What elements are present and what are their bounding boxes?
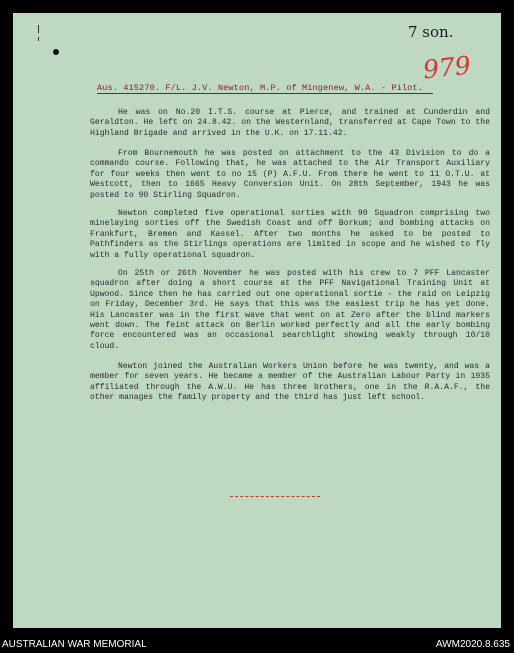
paragraph-training: He was on No.20 I.T.S. course at Pierce, and trained at Cunderdin and Geraldton. He left on 24.8.42. on the Westernland, transferred at Cape Town to the Highland Brigade and arrived in the U.K. on 17.11.42. [90,108,490,138]
document-page [13,13,501,628]
paragraph-postings: From Bournemouth he was posted on attachment to the 43 Division to do a commando course. Following that, he was attached to the Air Transport Auxiliary for four weeks then went to no 15 (P) A.F.U. From there he went to 11 O.T.U. at Westcott, then to 1665 Heavy Conversion Unit. On 28th September, 1943 he was posted to 90 Stirling Squadron. [90,149,490,200]
document-header: Aus. 415270. F/L. J.V. Newton, M.P. of Mingenew, W.A. - Pilot. [97,83,423,93]
margin-mark [38,37,39,41]
signature-line [230,496,320,498]
paragraph-union-family: Newton joined the Australian Workers Union before he was twenty, and was a member for seven years. He became a member of the Australian Labour Party in 1935 affiliated through the A.W.U. He has three brothers, one in the R.A.A.F., the other manages the family property and the third has just left school. [90,362,490,403]
footer-institution: AUSTRALIAN WAR MEMORIAL [2,639,147,650]
punch-hole-mark [53,49,59,55]
margin-mark [38,25,39,33]
header-underline [97,93,433,94]
handwritten-page-ref-text: 7 son. [408,23,454,41]
paragraph-pathfinders: On 25th or 26th November he was posted with his crew to 7 PFF Lancaster squadron after doing a short course at the PFF Navigational Training Unit at Upwood. Since then he has carried out one operational sortie - the raid on Leipzig on Friday, December 3rd. He says that this was the easiest trip he has yet done. His Lancaster was in the first wave that went on at Zero after the blind markers went down. The feint attack on Berlin worked perfectly and all the early bombing force encountered was an occasional searchlight showing weakly through 10/10 cloud. [90,269,490,351]
handwritten-red-number [422,51,472,85]
handwritten-page-ref [408,23,453,41]
handwritten-red-number-text: 979 [421,50,473,85]
paragraph-operations-90-squadron: Newton completed five operational sorties with 90 Squadron comprising two minelaying sorties off the Swedish Coast and off Borkum; and bombing attacks on Frankfurt, Bremen and Kassel. After two months he asked to be posted to Pathfinders as the Stirlings operations are limited in scope and he wished to fly with a fully operational squadron. [90,209,490,260]
footer-reference: AWM2020.8.635 [435,639,510,650]
